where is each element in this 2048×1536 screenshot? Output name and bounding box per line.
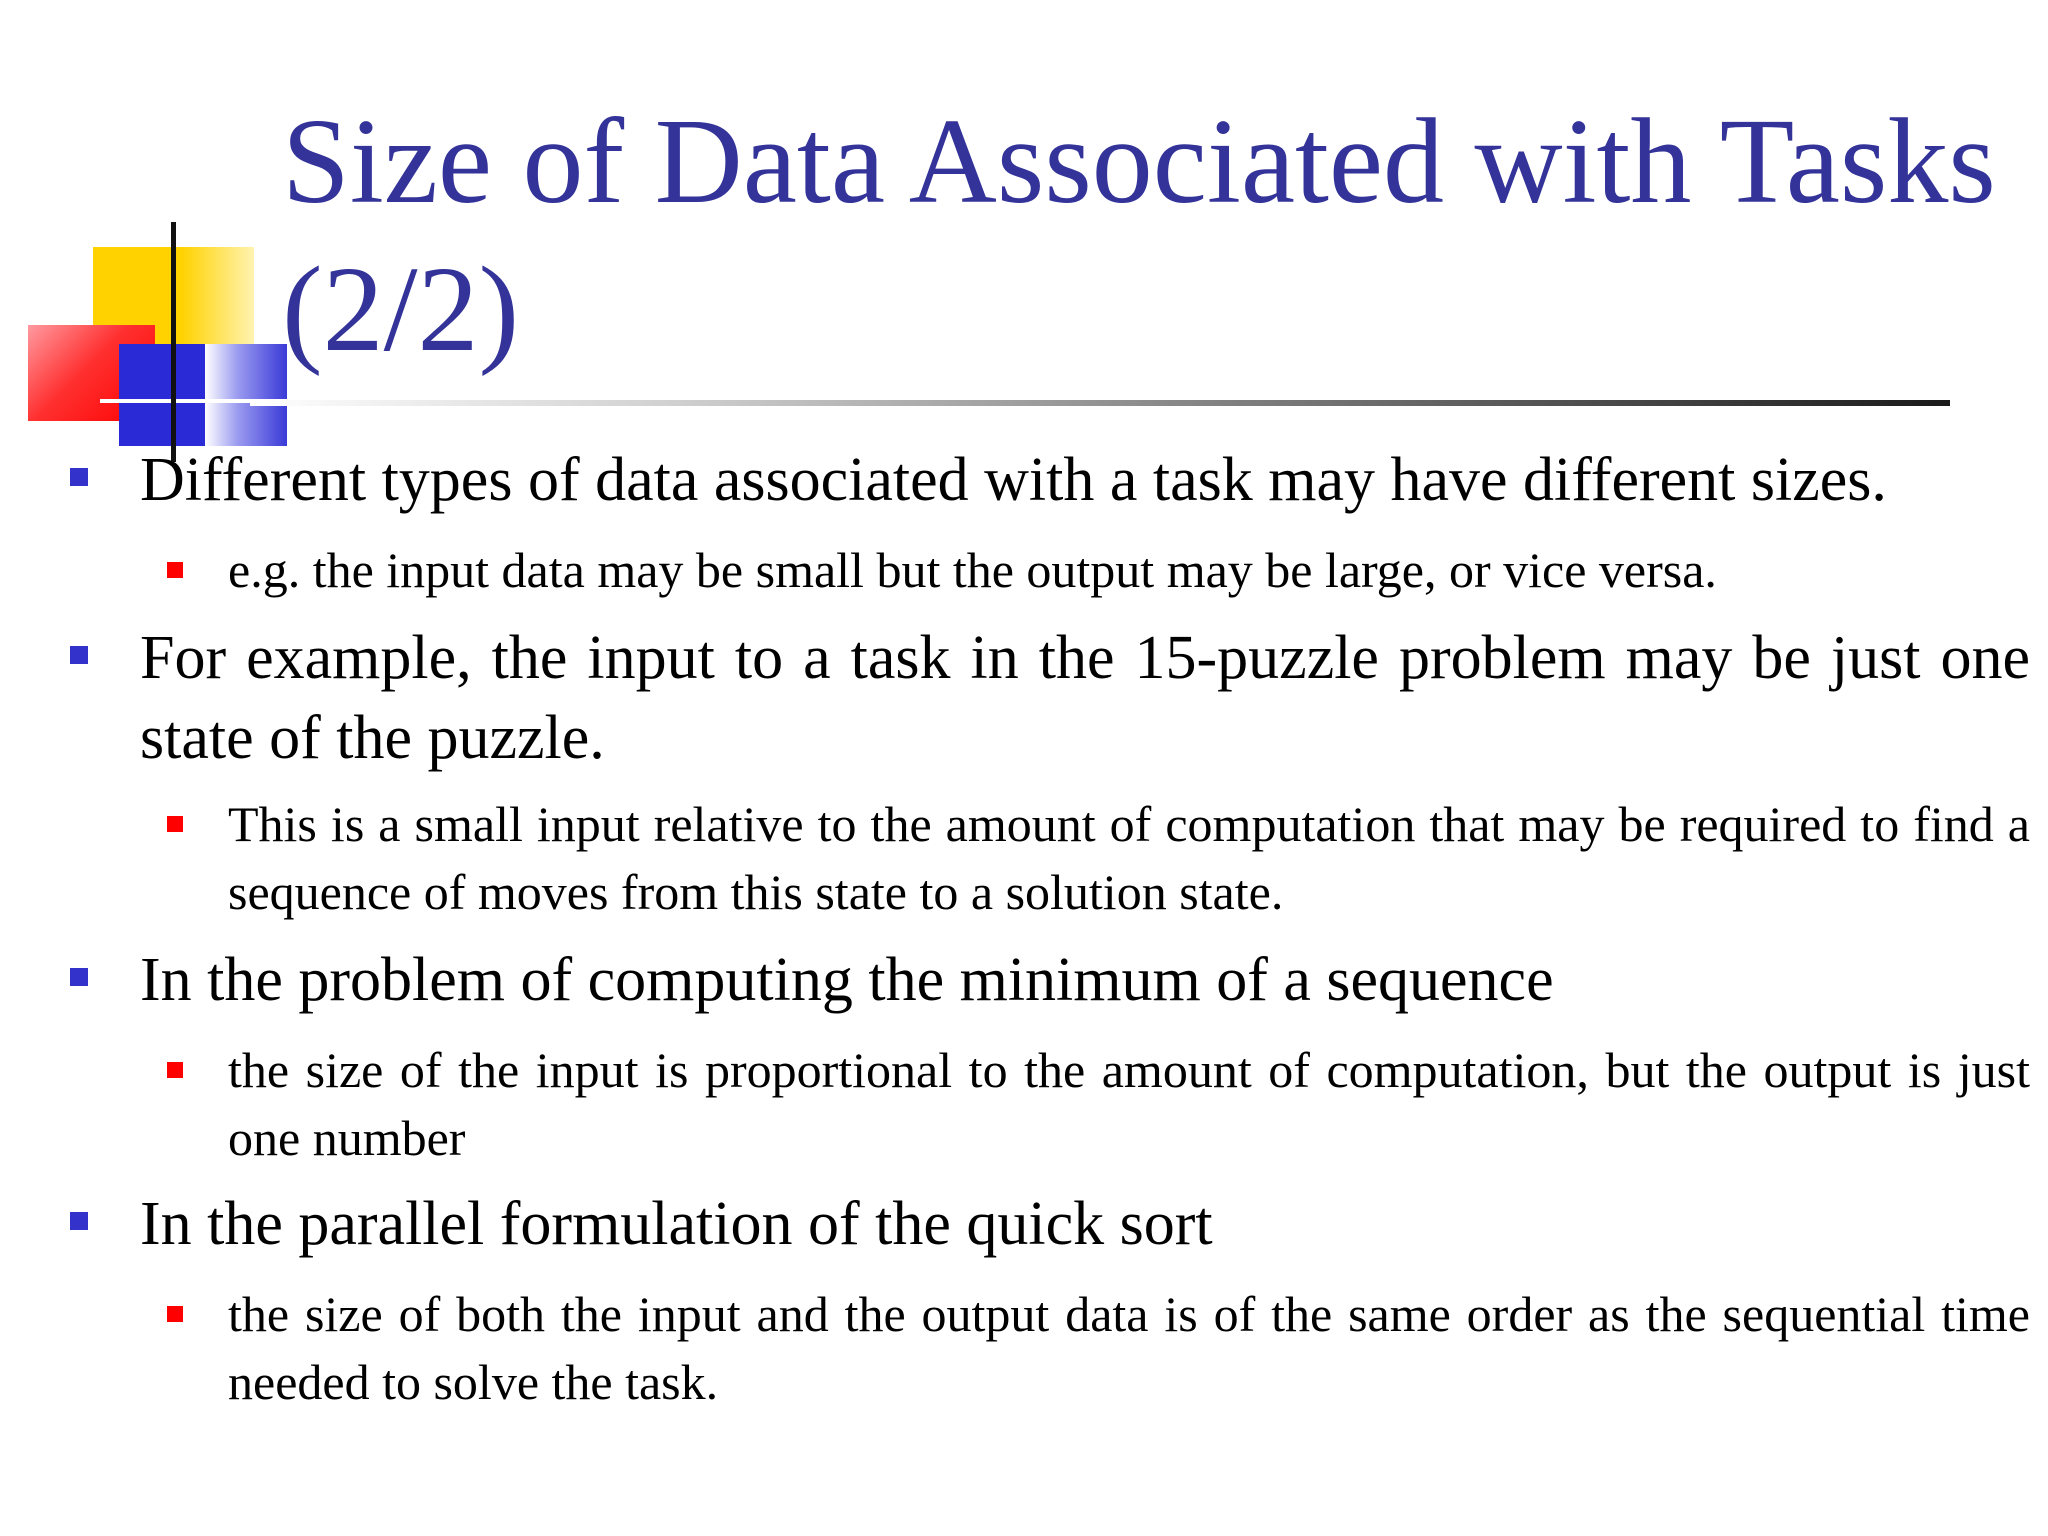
decorative-vertical-line — [171, 222, 176, 462]
bullet-text: In the problem of computing the minimum of a sequence — [140, 946, 1554, 1014]
sub-bullet-text: e.g. the input data may be small but the output may be large, or vice versa. — [228, 542, 1717, 598]
square-bullet-icon — [167, 1062, 183, 1078]
bullet-text: For example, the input to a task in the 15-puzzle problem may be just one state of the puzzle. — [140, 624, 2030, 772]
slide-title: Size of Data Associated with Tasks (2/2) — [282, 94, 1996, 377]
decorative-blue-square — [119, 344, 205, 446]
sub-bullet-text: the size of both the input and the output data is of the same order as the sequential time needed to solve the task. — [228, 1286, 2030, 1410]
title-underline-rule — [250, 400, 1950, 406]
sub-bullet-item — [0, 1036, 2048, 1172]
sub-bullet-item — [0, 790, 2048, 926]
sub-bullet-text: the size of the input is proportional to the amount of computation, but the output is just one number — [228, 1042, 2030, 1166]
square-bullet-icon — [167, 816, 183, 832]
square-bullet-icon — [70, 468, 88, 486]
square-bullet-icon — [70, 1212, 88, 1230]
square-bullet-icon — [70, 646, 88, 664]
square-bullet-icon — [167, 562, 183, 578]
bullet-text: In the parallel formulation of the quick sort — [140, 1190, 1213, 1258]
sub-bullet-item — [0, 536, 2048, 604]
sub-bullet-item — [0, 1280, 2048, 1416]
bullet-item — [0, 940, 2048, 1020]
bullet-text: Different types of data associated with a task may have different sizes. — [140, 446, 1887, 514]
square-bullet-icon — [70, 968, 88, 986]
bullet-item — [0, 618, 2048, 778]
bullet-item — [0, 440, 2048, 520]
sub-bullet-text: This is a small input relative to the amount of computation that may be required to find a sequence of moves from this state to a solution state. — [228, 796, 2030, 920]
decorative-blue-gradient-square — [205, 344, 287, 446]
bullet-item — [0, 1184, 2048, 1264]
slide-body — [0, 440, 2048, 1416]
square-bullet-icon — [167, 1306, 183, 1322]
